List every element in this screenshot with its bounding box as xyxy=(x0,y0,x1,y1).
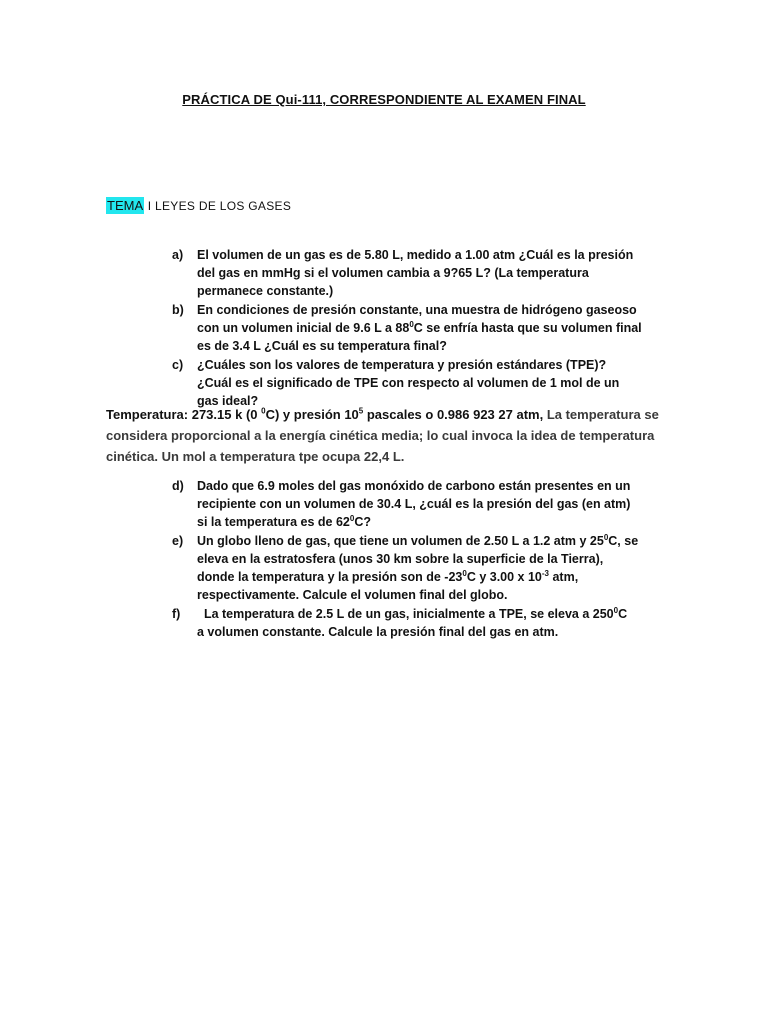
question-letter: b) xyxy=(172,303,184,317)
answer-paragraph xyxy=(106,404,696,467)
question-a xyxy=(172,246,642,300)
question-text-part: C y 3.00 x 10 xyxy=(466,570,542,584)
topic-title: I LEYES DE LOS GASES xyxy=(144,199,292,213)
question-c xyxy=(172,356,642,410)
question-e xyxy=(172,532,642,604)
degree-superscript: 0 xyxy=(603,532,609,542)
degree-superscript: 0 xyxy=(409,319,414,329)
question-text-part: C se enfría hasta que su volumen final es de 3.4 L ¿Cuál es su temperatura final? xyxy=(197,321,642,353)
degree-superscript: 0 xyxy=(462,568,467,578)
answer-part: C) y presión 10 xyxy=(265,407,359,422)
question-letter: e) xyxy=(172,534,184,548)
question-text xyxy=(197,301,642,355)
answer-text xyxy=(106,407,547,422)
question-text-part: C, se eleva en la estratosfera (unos 30 km sobre la superficie de la Tierra), donde la temperatura y la presión son de -23 xyxy=(197,534,639,584)
question-f xyxy=(172,605,642,641)
degree-superscript: 0 xyxy=(261,406,266,416)
question-text xyxy=(197,532,642,604)
question-text xyxy=(197,605,642,641)
answer-part: pascales o 0.986 923 27 atm, xyxy=(363,407,547,422)
question-text-part: atm, respectivamente. Calcule el volumen final del globo. xyxy=(197,570,579,602)
degree-superscript: 0 xyxy=(349,513,355,523)
question-text-part: Dado que 6.9 moles del gas monóxido de carbono están presentes en un recipiente con un volumen de 30.4 L, ¿cuál es la presión del gas (en atm) si la temperatura es de 62 xyxy=(197,479,631,529)
question-b xyxy=(172,301,642,355)
question-letter: f) xyxy=(172,607,181,621)
question-text-part: C a volumen constante. Calcule la presión final del gas en atm. xyxy=(197,607,638,639)
question-letter: d) xyxy=(172,479,184,493)
question-list-second xyxy=(172,477,642,642)
question-d xyxy=(172,477,642,531)
exponent-superscript: -3 xyxy=(541,568,549,578)
question-text-part: La temperatura de 2.5 L de un gas, inicialmente a TPE, se eleva a 250 xyxy=(197,607,614,621)
question-list-first xyxy=(172,246,642,411)
question-text: El volumen de un gas es de 5.80 L, medido a 1.00 atm ¿Cuál es la presión del gas en mmHg si el volumen cambia a 9?65 L? (La temperatura permanece constante.) xyxy=(197,248,634,298)
question-text xyxy=(197,477,642,531)
answer-explanation: La temperatura se considera proporcional a la energía cinética media; lo cual invoca la idea de temperatura cinética. Un mol a temperatura tpe ocupa 22,4 L. xyxy=(106,407,659,464)
degree-superscript: 0 xyxy=(613,605,619,615)
question-letter: a) xyxy=(172,248,184,262)
topic-heading xyxy=(106,198,291,213)
topic-label-highlight: TEMA xyxy=(107,198,144,213)
question-letter: c) xyxy=(172,358,184,372)
question-text-part: En condiciones de presión constante, una muestra de hidrógeno gaseoso con un volumen inicial de 9.6 L a 88 xyxy=(197,303,637,335)
question-text: ¿Cuáles son los valores de temperatura y presión estándares (TPE)? ¿Cuál es el significado de TPE con respecto al volumen de 1 mol de un gas ideal? xyxy=(197,358,620,408)
answer-part: Temperatura: 273.15 k (0 xyxy=(106,407,262,422)
question-text-part: C? xyxy=(354,515,371,529)
question-text-part: Un globo lleno de gas, que tiene un volumen de 2.50 L a 1.2 atm y 25 xyxy=(197,534,604,548)
exponent-superscript: 5 xyxy=(358,406,364,416)
page-title: PRÁCTICA DE Qui-111, CORRESPONDIENTE AL EXAMEN FINAL xyxy=(182,92,586,107)
